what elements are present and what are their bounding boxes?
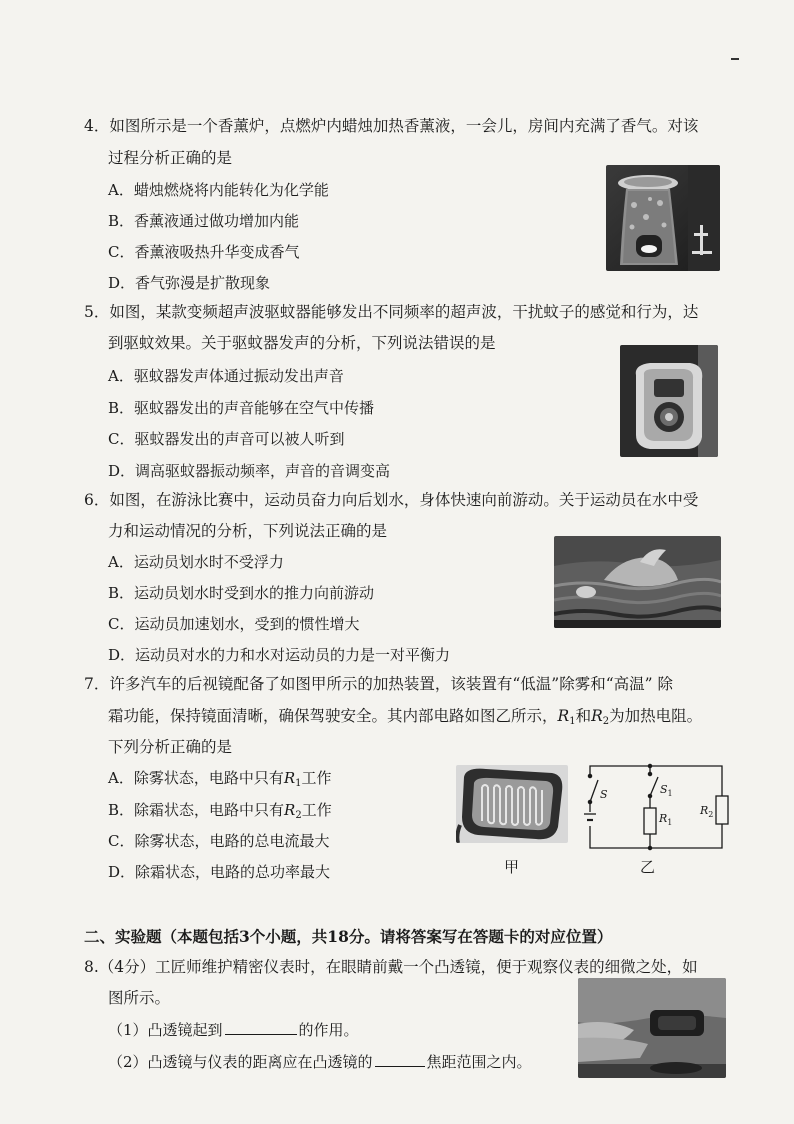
craftsman-lens-photo [578,978,726,1078]
q5-option-c: C．驱蚊器发出的声音可以被人听到 [108,430,345,448]
q8-sub2-blank[interactable] [375,1052,425,1067]
svg-text:R1: $R_1$ [659,812,673,827]
q7-option-c: C．除雾状态，电路的总电流最大 [108,832,330,850]
q4-option-c: C．香薰液吸热升华变成香气 [108,243,300,261]
q6-option-d: D．运动员对水的力和水对运动员的力是一对平衡力 [108,646,451,664]
q6-option-c: C．运动员加速划水，受到的惯性增大 [108,615,360,633]
q5-stem-line2: 到驱蚊效果。关于驱蚊器发声的分析，下列说法错误的是 [108,334,496,352]
q8-stem-line1: 8.（4分）工匠师维护精密仪表时，在眼睛前戴一个凸透镜，便于观察仪表的细微之处，如 [84,958,698,976]
svg-text:R2: $R_2$ [700,804,714,819]
circuit-diagram [582,760,730,856]
corner-mark [731,58,739,60]
q4-option-b: B．香薰液通过做功增加内能 [108,212,300,230]
mosquito-repeller-photo [620,345,718,457]
q5-option-a: A．驱蚊器发声体通过振动发出声音 [108,367,344,385]
q8-sub1-blank[interactable] [225,1020,297,1035]
q4-stem-line2: 过程分析正确的是 [108,149,233,167]
q5-option-d: D．调高驱蚊器振动频率，声音的音调变高 [108,462,391,480]
q8-sub2: （2）凸透镜与仪表的距离应在凸透镜的 焦距范围之内。 [108,1053,532,1071]
q6-option-b: B．运动员划水时受到水的推力向前游动 [108,584,375,602]
figure-jia-caption: 甲 [504,858,520,876]
section2-title: 二、实验题（本题包括3个小题，共18分。请将答案写在答题卡的对应位置） [84,927,613,946]
q7-option-d: D．除霜状态，电路的总功率最大 [108,863,331,881]
swimmer-photo [554,536,721,628]
q6-stem-line1: 6．如图，在游泳比赛中，运动员奋力向后划水，身体快速向前游动。关于运动员在水中受 [84,491,699,509]
svg-text:S1: $S_1$ [660,783,673,798]
q7-option-a: A．除雾状态，电路中只有$R_1$工作 [108,769,332,789]
q6-stem-line2: 力和运动情况的分析，下列说法正确的是 [108,522,388,540]
q7-stem-line1: 7．许多汽车的后视镜配备了如图甲所示的加热装置，该装置有“低温”除雾和“高温” 除 [84,675,673,693]
q4-option-d: D．香气弥漫是扩散现象 [108,274,271,292]
q7-stem-line2: 霜功能，保持镜面清晰，确保驾驶安全。其内部电路如图乙所示，$R_1$和$R_2$为加热电阻。 [108,707,703,727]
q4-option-a: A．蜡烛燃烧将内能转化为化学能 [108,181,329,199]
q5-stem-line1: 5．如图，某款变频超声波驱蚊器能够发出不同频率的超声波，干扰蚊子的感觉和行为，达 [84,303,699,321]
q8-sub1: （1）凸透镜起到 的作用。 [108,1021,359,1039]
q7-stem-line3: 下列分析正确的是 [108,738,233,756]
q5-option-b: B．驱蚊器发出的声音能够在空气中传播 [108,399,375,417]
q8-stem-line2: 图所示。 [108,989,171,1007]
heated-mirror-photo [456,765,568,843]
aroma-burner-photo [606,165,720,271]
figure-yi-caption: 乙 [640,858,656,876]
svg-text:S: S [600,788,608,801]
q4-stem-line1: 4．如图所示是一个香薰炉，点燃炉内蜡烛加热香薰液，一会儿，房间内充满了香气。对该 [84,117,699,135]
q6-option-a: A．运动员划水时不受浮力 [108,553,284,571]
q7-option-b: B．除霜状态，电路中只有$R_2$工作 [108,801,332,821]
